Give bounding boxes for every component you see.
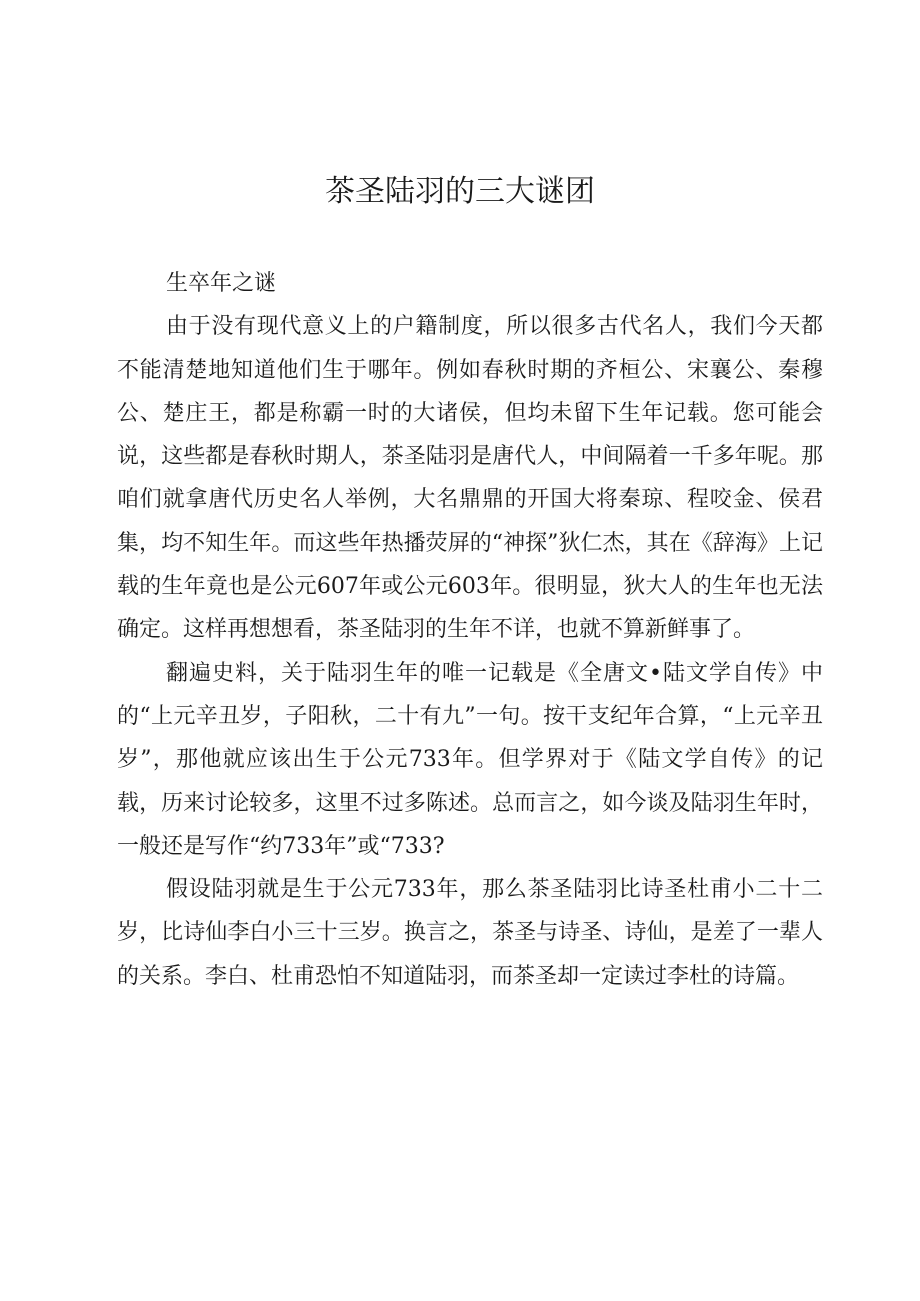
document-title: 茶圣陆羽的三大谜团 [325, 174, 595, 209]
section-heading: 生卒年之谜 [166, 271, 277, 296]
paragraph: 由于没有现代意义上的户籍制度，所以很多古代名人，我们今天都不能清楚地知道他们生于哪年。例如春秋时期的齐桓公、宋襄公、秦穆公、楚庄王，都是称霸一时的大诸侯，但均未留下生年记载。您可能会说，这些都是春秋时期人，茶圣陆羽是唐代人，中间隔着一千多年呢。那咱们就拿唐代历史名人举例，大名鼎鼎的开国大将秦琼、程咬金、侯君集，均不知生年。而这些年热播荧屏的“神探”狄仁杰，其在《辞海》上记载的生年竟也是公元607年或公元603年。很明显，狄大人的生年也无法确定。这样再想想看，茶圣陆羽的生年不详，也就不算新鲜事了。 [117, 314, 823, 643]
paragraph: 翻遍史料，关于陆羽生年的唯一记载是《全唐文•陆文学自传》中的“上元辛丑岁，子阳秋，二十有九”一句。按干支纪年合算，“上元辛丑岁”，那他就应该出生于公元733年。但学界对于《陆文学自传》的记载，历来讨论较多，这里不过多陈述。总而言之，如今谈及陆羽生年时，一般还是写作“约733年”或“733? [117, 660, 823, 859]
paragraph: 假设陆羽就是生于公元733年，那么茶圣陆羽比诗圣杜甫小二十二岁，比诗仙李白小三十三岁。换言之，茶圣与诗圣、诗仙，是差了一辈人的关系。李白、杜甫恐怕不知道陆羽，而茶圣却一定读过李杜的诗篇。 [117, 877, 823, 989]
document-body [117, 262, 823, 998]
